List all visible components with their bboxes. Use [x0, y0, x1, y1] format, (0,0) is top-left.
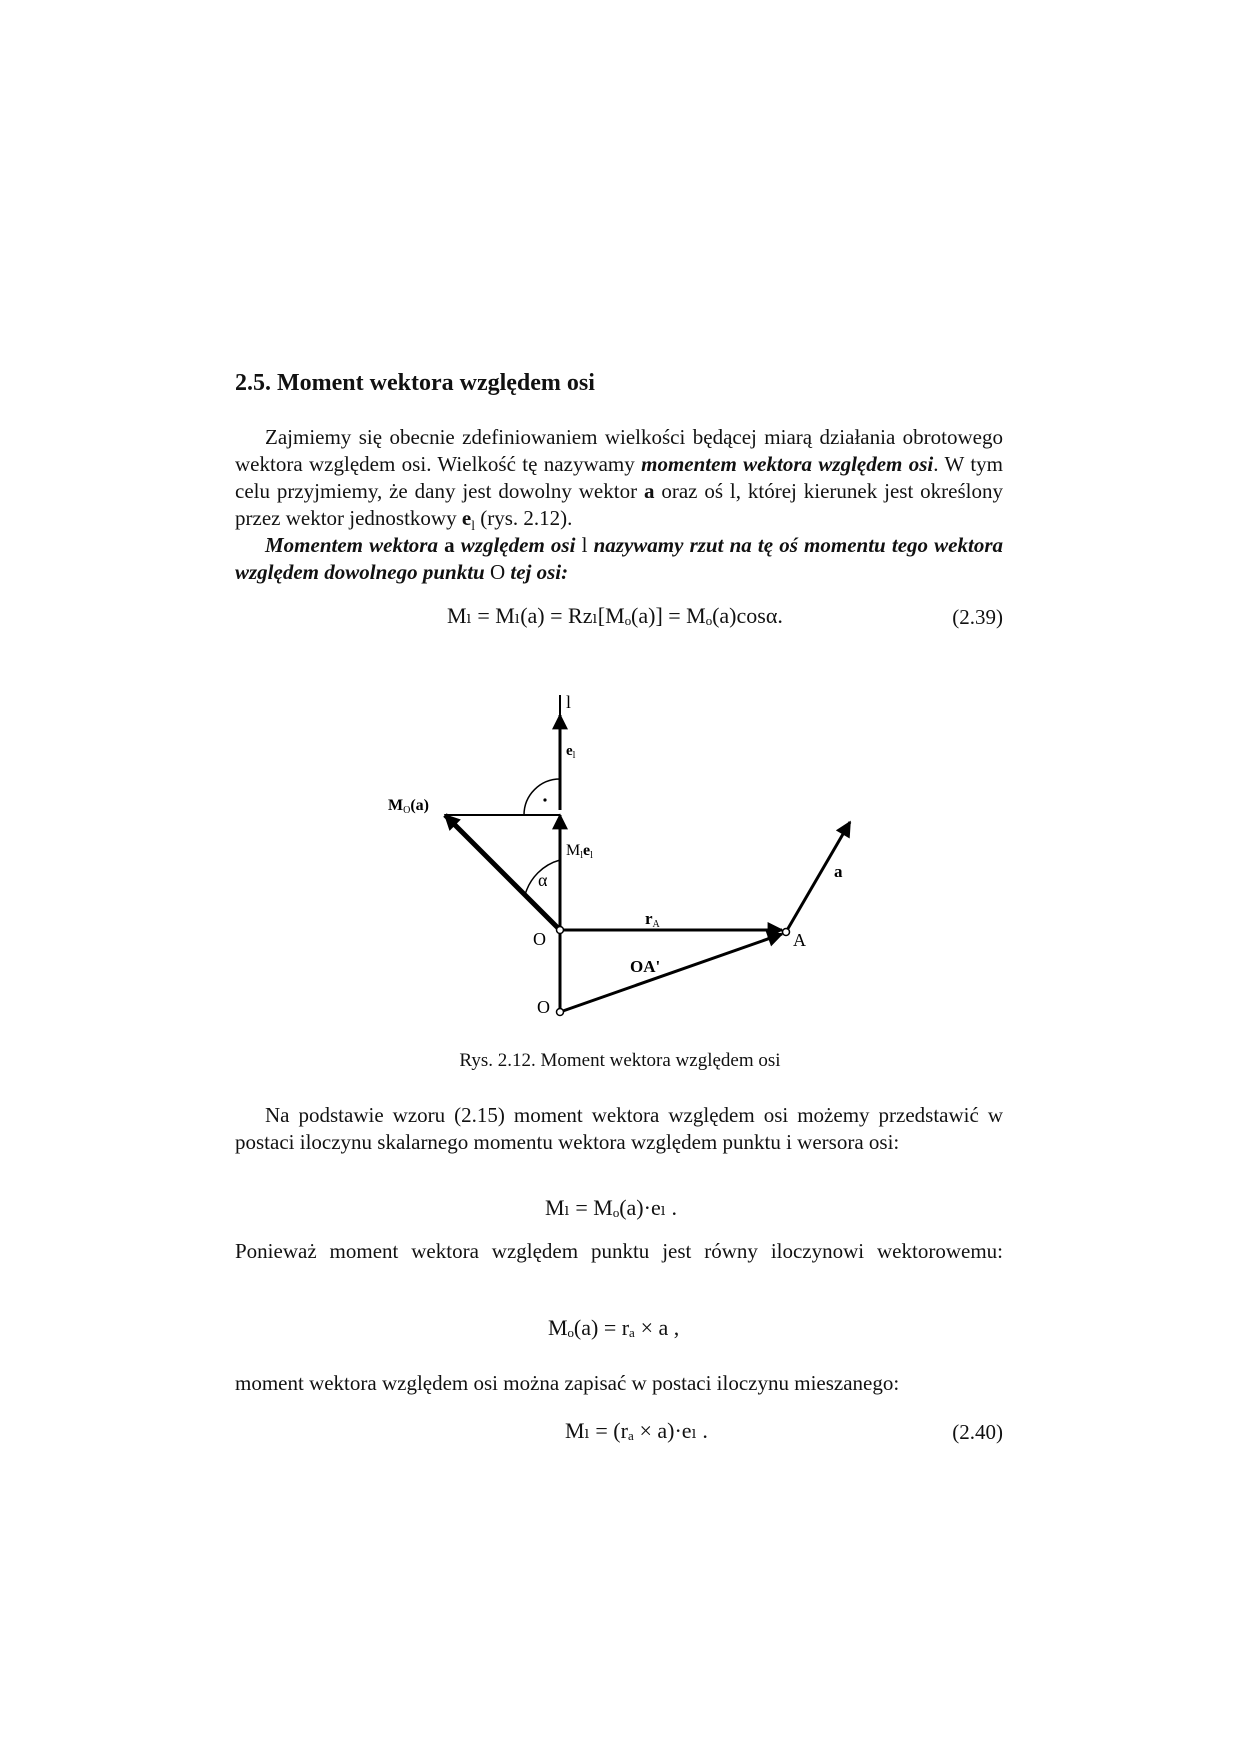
equation-number-2-39: (2.39)	[952, 605, 1003, 629]
section-title: 2.5. Moment wektora względem osi	[235, 370, 595, 396]
paragraph-mixed-product: moment wektora względem osi można zapisać w postaci iloczynu mieszanego:	[235, 1371, 900, 1395]
label-vector-a: a	[834, 862, 843, 881]
paragraph-definition: Momentem wektora a względem osi l nazywamy rzut na tę oś momentu tego wektora względem dowolnego punktu O tej osi:	[235, 533, 1004, 584]
oa-prime-vector	[560, 934, 782, 1012]
equation-2-40: Mₗ = (rₐ × a)·eₗ .	[565, 1418, 708, 1443]
label-o-upper: O	[533, 929, 546, 949]
equation-2-39: Mₗ = Mₗ(a) = Rzₗ[Mₒ(a)] = Mₒ(a)cosα.	[447, 603, 783, 628]
label-mo: MO(a)	[388, 797, 429, 816]
label-e1: $e_l$	[566, 743, 576, 761]
equation-number-2-40: (2.40)	[952, 1420, 1003, 1444]
label-a-point: A	[793, 930, 806, 950]
figure-caption: Rys. 2.12. Moment wektora względem osi	[459, 1050, 781, 1071]
equation-vector: Mₒ(a) = rₐ × a ,	[548, 1315, 680, 1340]
label-o-lower: O	[537, 997, 550, 1017]
equation-scalar: Mₗ = Mₒ(a)·eₗ .	[545, 1195, 678, 1220]
label-ra: rA	[645, 909, 660, 930]
label-oa-prime: OA'	[630, 957, 661, 976]
point-o-upper	[557, 927, 564, 934]
paragraph-vector-product: Ponieważ moment wektora względem punktu jest równy iloczynowi wektorowemu:	[235, 1239, 1003, 1263]
right-angle-dot	[543, 798, 546, 801]
label-m1e1: Mlel	[566, 842, 593, 861]
label-axis-l: l	[566, 692, 572, 712]
label-alpha: α	[538, 870, 548, 890]
vector-a: a	[643, 479, 655, 503]
paragraph-intro: Zajmiemy się obecnie zdefiniowaniem wielkości będącej miarą działania obrotowego wektora względem osi. Wielkość tę nazywamy momentem wektora względem osi. W tym celu przyjmiemy, że dany jest dowolny wektor a oraz oś l, której kierunek jest określony przez wektor jednostkowy $e_l$ (rys. 2.12).	[235, 425, 1003, 533]
term-moment: momentem wektora względem osi	[641, 452, 934, 476]
point-o-lower	[557, 1009, 564, 1016]
paragraph-scalar-product: Na podstawie wzoru (2.15) moment wektora względem osi możemy przedstawić w postaci iloczynu skalarnego momentu wektora względem punktu i wersora osi:	[235, 1103, 1003, 1154]
right-angle-arc	[524, 779, 560, 815]
vector-e: e	[461, 506, 472, 530]
point-a	[783, 929, 790, 936]
